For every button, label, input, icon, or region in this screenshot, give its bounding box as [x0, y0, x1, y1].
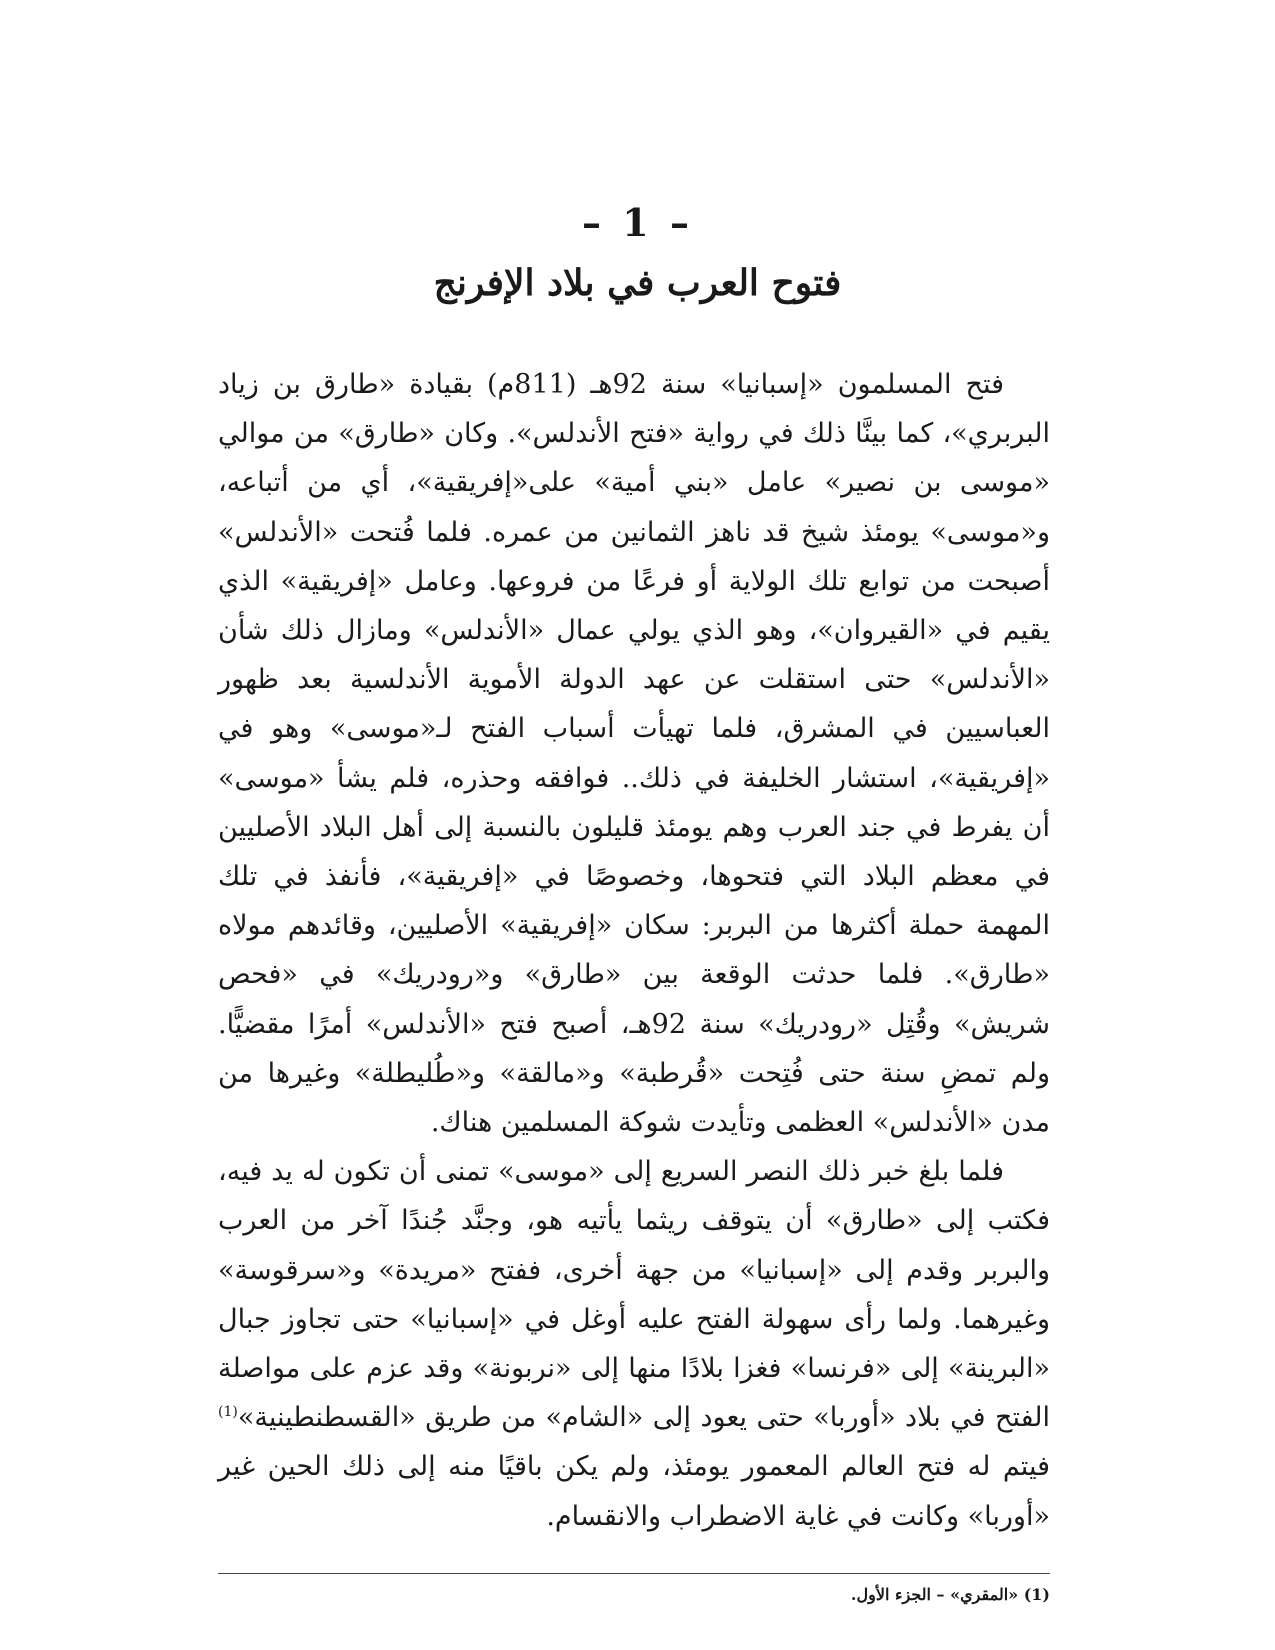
- paragraph-2-text-a: فلما بلغ خبر ذلك النصر السريع إلى «موسى» تمنى أن تكون له يد فيه، فكتب إلى «طارق» أن يتوقف ريثما يأتيه هو، وجنَّد جُندًا آخر من العرب والبربر وقدم إلى «إسبانيا» من جهة أخرى، ففتح «مريدة» و«سرقوسة» وغيرهما. ولما رأى سهولة الفتح عليه أوغل في «إسبانيا» حتى تجاوز جبال «البرينة» إلى «فرنسا» فغزا بلادًا منها إلى «نربونة» وقد عزم على مواصلة الفتح في بلاد «أوربا» حتى يعود إلى «الشام» من طريق «القسطنطينية»: [218, 1156, 1050, 1434]
- paragraph-1: فتح المسلمون «إسبانيا» سنة 92هـ (811م) بقيادة «طارق بن زياد البربري»، كما بينَّا ذلك في رواية «فتح الأندلس». وكان «طارق» من موالي «موسى بن نصير» عامل «بني أمية» على«إفريقية»، أي من أتباعه، و«موسى» يومئذ شيخ قد ناهز الثمانين من عمره. فلما فُتحت «الأندلس» أصبحت من توابع تلك الولاية أو فرعًا من فروعها. وعامل «إفريقية» الذي يقيم في «القيروان»، وهو الذي يولي عمال «الأندلس» ومازال ذلك شأن «الأندلس» حتى استقلت عن عهد الدولة الأموية الأندلسية بعد ظهور العباسيين في المشرق، فلما تهيأت أسباب الفتح لـ«موسى» وهو في «إفريقية»، استشار الخليفة في ذلك.. فوافقه وحذره، فلم يشأ «موسى» أن يفرط في جند العرب وهم يومئذ قليلون بالنسبة إلى أهل البلاد الأصليين في معظم البلاد التي فتحوها، وخصوصًا في «إفريقية»، فأنفذ في تلك المهمة حملة أكثرها من البربر: سكان «إفريقية» الأصليين، وقائدهم مولاه «طارق». فلما حدثت الوقعة بين «طارق» و«رودريك» في «فحص شريش» وقُتِل «رودريك» سنة 92هـ، أصبح فتح «الأندلس» أمرًا مقضيًّا. ولم تمضِ سنة حتى فُتِحت «قُرطبة» و«مالقة» و«طُليطلة» وغيرها من مدن «الأندلس» العظمى وتأيدت شوكة المسلمين هناك.: [218, 369, 1050, 1139]
- body-text: [218, 360, 1050, 1541]
- footnote: (1) «المقري» – الجزء الأول.: [850, 1585, 1050, 1604]
- chapter-number: – 1 –: [582, 200, 693, 245]
- chapter-title: فتوح العرب في بلاد الإفرنج: [433, 262, 842, 304]
- paragraph-2: [218, 1147, 1050, 1541]
- footnote-divider: [218, 1573, 1050, 1574]
- paragraph-2-text-b: فيتم له فتح العالم المعمور يومئذ، ولم يكن باقيًا منه إلى ذلك الحين غير «أوربا» وكانت في غاية الاضطراب والانقسام.: [218, 1451, 1050, 1532]
- footnote-marker: (1): [218, 1404, 238, 1421]
